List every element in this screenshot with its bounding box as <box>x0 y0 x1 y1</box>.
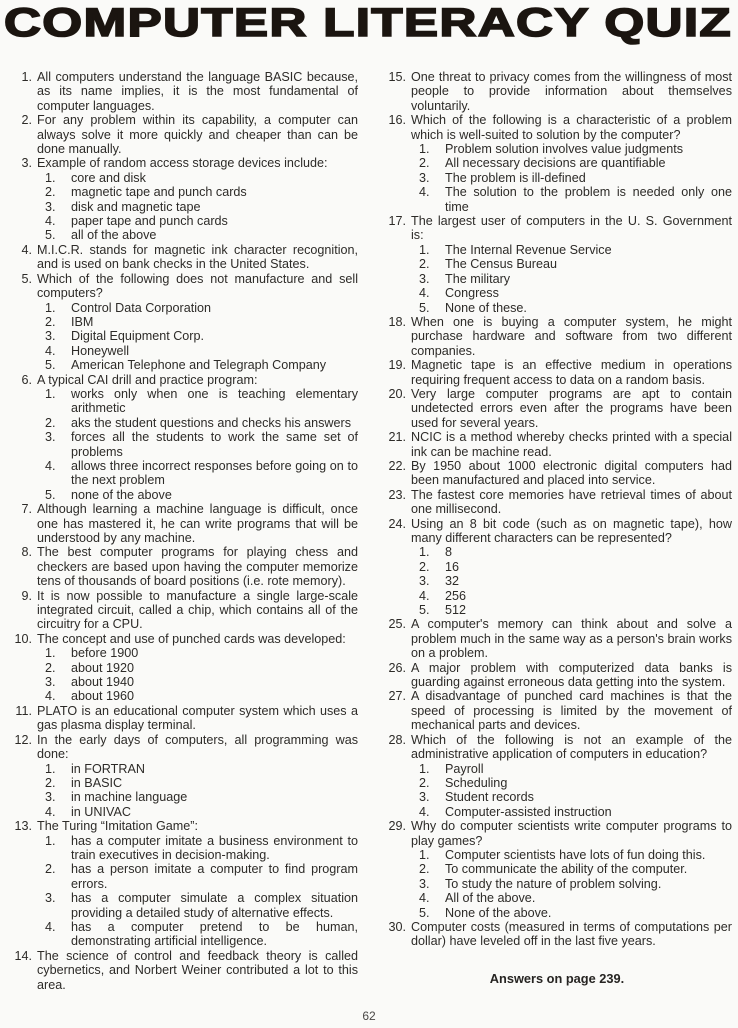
question-body <box>37 502 358 545</box>
option-number: 4. <box>45 804 56 819</box>
question-number: 6. <box>21 372 32 387</box>
option-text: about 1940 <box>71 675 135 690</box>
option-text: Honeywell <box>71 343 130 358</box>
option-text: 512 <box>445 603 467 618</box>
page-title <box>0 2 738 48</box>
answer-option <box>37 228 358 242</box>
answer-option <box>37 214 358 228</box>
question-text: The concept and use of punched cards was developed: <box>37 631 346 646</box>
question-number: 18. <box>388 314 406 329</box>
question-text: The science of control and feedback theory is called cybernetics, and Norbert Weiner contributed a lot to this area. <box>37 948 358 992</box>
option-text: To study the nature of problem solving. <box>445 876 662 891</box>
question-item <box>382 358 732 387</box>
question-number: 24. <box>388 516 406 531</box>
question-body <box>411 517 732 618</box>
option-number: 3. <box>419 574 430 589</box>
option-text: in machine language <box>71 790 188 805</box>
answer-option <box>411 243 732 257</box>
question-body <box>37 704 358 733</box>
question-text: For any problem within its capability, a computer can always solve it more quickly and cheaper than can be done manually. <box>37 113 358 157</box>
question-body <box>411 387 732 430</box>
question-number: 19. <box>388 358 406 373</box>
option-text: allows three incorrect responses before going on to the next problem <box>71 458 358 488</box>
question-text: In the early days of computers, all programming was done: <box>37 732 358 762</box>
question-item <box>382 733 732 819</box>
option-text: has a person imitate a computer to find program errors. <box>71 862 358 891</box>
option-text: paper tape and punch cards <box>71 214 228 229</box>
option-text: forces all the students to work the same set of problems <box>71 430 358 459</box>
option-number: 3. <box>419 271 430 286</box>
question-number: 16. <box>388 113 406 128</box>
answer-option <box>411 891 732 905</box>
option-number: 1. <box>419 761 430 776</box>
option-number: 2. <box>419 862 430 877</box>
answer-option <box>411 286 732 300</box>
option-text: Computer scientists have lots of fun doing this. <box>445 847 706 862</box>
option-number: 3. <box>419 170 430 185</box>
question-text: NCIC is a method whereby checks printed with a special ink can be machine read. <box>411 430 732 459</box>
question-body <box>411 430 732 459</box>
question-number: 25. <box>388 617 406 632</box>
question-text: Which of the following is not an example of the administrative application of computers in education? <box>411 732 732 762</box>
option-number: 2. <box>45 660 56 675</box>
question-item <box>382 70 732 113</box>
question-body <box>411 214 732 315</box>
option-number: 2. <box>419 775 430 790</box>
option-text: 32 <box>445 574 460 589</box>
question-text: The largest user of computers in the U. S. Government is: <box>411 214 732 243</box>
question-body <box>37 819 358 949</box>
option-text: aks the student questions and checks his answers <box>71 415 352 430</box>
question-item <box>8 589 358 632</box>
option-text: None of these. <box>445 300 527 315</box>
question-item <box>8 243 358 272</box>
answer-option <box>37 834 358 863</box>
option-text: Control Data Corporation <box>71 300 212 315</box>
question-item <box>382 113 732 214</box>
question-number: 29. <box>388 819 406 834</box>
option-text: Digital Equipment Corp. <box>71 329 204 344</box>
question-text: Which of the following does not manufacture and sell computers? <box>37 271 358 301</box>
option-number: 1. <box>45 761 56 776</box>
option-number: 5. <box>419 300 430 315</box>
quiz-column-left <box>8 70 358 992</box>
option-number: 4. <box>419 185 430 200</box>
answer-option <box>37 430 358 459</box>
question-number: 11. <box>15 703 32 718</box>
question-item <box>382 617 732 660</box>
page-number: 62 <box>362 1009 376 1023</box>
option-number: 2. <box>45 314 56 329</box>
question-item <box>382 214 732 315</box>
question-body <box>37 733 358 819</box>
answer-option <box>411 805 732 819</box>
answer-option <box>37 790 358 804</box>
option-text: magnetic tape and punch cards <box>71 185 247 200</box>
answer-option <box>37 344 358 358</box>
answer-option <box>37 661 358 675</box>
option-number: 2. <box>45 862 56 877</box>
option-number: 4. <box>45 214 56 229</box>
answer-option <box>411 589 732 603</box>
question-body <box>411 689 732 732</box>
question-text: A disadvantage of punched card machines is that the speed of processing is limited by the movement of mechanical parts and devices. <box>411 689 732 733</box>
question-text: Very large computer programs are apt to contain undetected errors even after the programs have been used for several years. <box>411 386 732 430</box>
option-text: The problem is ill-defined <box>445 170 586 185</box>
question-text: One threat to privacy comes from the willingness of most people to provide information about themselves voluntarily. <box>411 70 732 113</box>
option-number: 1. <box>419 242 430 257</box>
answer-option <box>37 301 358 315</box>
option-number: 5. <box>419 905 430 920</box>
option-number: 4. <box>419 286 430 301</box>
answer-option <box>37 315 358 329</box>
option-text: all of the above <box>71 228 157 243</box>
question-text: Why do computer scientists write computer programs to play games? <box>411 819 732 848</box>
option-number: 4. <box>45 343 56 358</box>
option-number: 5. <box>45 228 56 243</box>
question-number: 2. <box>21 113 32 128</box>
question-text: The Turing “Imitation Game”: <box>37 819 198 834</box>
answer-option <box>411 862 732 876</box>
option-number: 1. <box>45 646 56 661</box>
option-text: 256 <box>445 588 467 603</box>
option-text: about 1960 <box>71 689 135 704</box>
option-number: 2. <box>45 415 56 430</box>
question-body <box>37 373 358 503</box>
option-text: disk and magnetic tape <box>71 199 201 214</box>
question-item <box>8 704 358 733</box>
option-text: To communicate the ability of the computer. <box>445 862 688 877</box>
question-number: 28. <box>388 732 406 747</box>
question-body <box>37 113 358 156</box>
answer-option <box>37 200 358 214</box>
option-number: 2. <box>419 257 430 272</box>
option-text: about 1920 <box>71 660 135 675</box>
option-number: 1. <box>419 847 430 862</box>
answer-option <box>37 171 358 185</box>
answer-option <box>411 848 732 862</box>
option-text: The Census Bureau <box>445 257 558 272</box>
question-item <box>382 920 732 949</box>
option-text: has a computer simulate a complex situation providing a detailed study of alternative effects. <box>71 891 358 920</box>
page-title-text: COMPUTER LITERACY QUIZ <box>4 2 732 45</box>
option-text: The solution to the problem is needed only one time <box>445 185 732 214</box>
option-text: Scheduling <box>445 775 508 790</box>
quiz-columns <box>0 50 738 992</box>
option-number: 2. <box>45 775 56 790</box>
option-text: in BASIC <box>71 775 123 790</box>
question-body <box>411 358 732 387</box>
question-item <box>8 949 358 992</box>
question-number: 15. <box>388 70 406 84</box>
option-text: Problem solution involves value judgments <box>445 142 684 157</box>
option-text: 8 <box>445 545 453 560</box>
answer-option <box>411 574 732 588</box>
question-text: When one is buying a computer system, he might purchase hardware and software from two different companies. <box>411 314 732 358</box>
answer-option <box>411 272 732 286</box>
question-number: 8. <box>21 545 32 560</box>
question-number: 17. <box>388 214 406 229</box>
option-text: All of the above. <box>445 891 536 906</box>
answer-option <box>37 675 358 689</box>
option-text: in UNIVAC <box>71 804 131 819</box>
question-item <box>382 315 732 358</box>
question-item <box>382 488 732 517</box>
answer-option <box>411 776 732 790</box>
question-body <box>411 733 732 819</box>
question-number: 1. <box>21 70 32 84</box>
answer-option <box>411 545 732 559</box>
question-body <box>411 113 732 214</box>
option-text: Student records <box>445 790 534 805</box>
question-text: The fastest core memories have retrieval times of about one millisecond. <box>411 487 732 517</box>
question-text: Magnetic tape is an effective medium in operations requiring frequent access to data on a random basis. <box>411 358 732 387</box>
option-text: has a computer imitate a business environment to train executives in decision-making. <box>71 833 358 862</box>
question-item <box>8 502 358 545</box>
question-body <box>37 272 358 373</box>
question-text: Using an 8 bit code (such as on magnetic tape), how many different characters can be represented? <box>411 516 732 545</box>
answer-option <box>37 416 358 430</box>
option-number: 1. <box>419 545 430 560</box>
option-text: Computer-assisted instruction <box>445 804 612 819</box>
question-text: Computer costs (measured in terms of computations per dollar) have leveled off in the last five years. <box>411 919 732 949</box>
question-item <box>8 70 358 113</box>
answer-option <box>411 156 732 170</box>
answers-note: Answers on page 239. <box>489 970 625 986</box>
option-number: 3. <box>45 329 56 344</box>
question-text: M.I.C.R. stands for magnetic ink character recognition, and is used on bank checks in the United States. <box>37 242 358 272</box>
question-number: 27. <box>388 689 406 704</box>
answer-option <box>37 920 358 949</box>
answer-option <box>37 459 358 488</box>
answer-option <box>37 358 358 372</box>
question-item <box>382 387 732 430</box>
answer-option <box>37 762 358 776</box>
question-body <box>37 589 358 632</box>
answer-option <box>37 646 358 660</box>
option-text: The military <box>445 271 511 286</box>
option-text: none of the above <box>71 487 172 502</box>
question-body <box>37 632 358 704</box>
question-body <box>37 545 358 588</box>
question-number: 22. <box>388 458 406 473</box>
answer-option <box>411 301 732 315</box>
question-number: 20. <box>388 386 406 401</box>
question-text: All computers understand the language BASIC because, as its name implies, it is the most fundamental of computer languages. <box>37 70 358 113</box>
question-text: The best computer programs for playing chess and checkers are based upon having the computer memorize tens of thousands of board positions (i.e. rote memory). <box>37 545 358 589</box>
option-text: before 1900 <box>71 646 139 661</box>
question-text: A major problem with computerized data banks is guarding against erroneous data getting into the system. <box>411 660 732 690</box>
answer-option <box>37 329 358 343</box>
answer-option <box>411 142 732 156</box>
option-number: 4. <box>419 804 430 819</box>
option-number: 4. <box>45 919 56 934</box>
quiz-column-right <box>382 70 732 992</box>
answer-option <box>411 171 732 185</box>
answer-option <box>37 488 358 502</box>
option-number: 2. <box>45 185 56 200</box>
question-item <box>8 819 358 949</box>
option-number: 1. <box>45 833 56 848</box>
option-text: in FORTRAN <box>71 761 145 776</box>
option-number: 1. <box>45 386 56 401</box>
question-text: A computer's memory can think about and solve a problem much in the same way as a person's brain works on a problem. <box>411 617 732 661</box>
question-number: 13. <box>14 819 32 834</box>
question-text: A typical CAI drill and practice program: <box>37 372 258 387</box>
question-item <box>382 459 732 488</box>
option-number: 3. <box>45 891 56 906</box>
question-item <box>8 156 358 242</box>
question-number: 12. <box>14 732 32 747</box>
question-text: It is now possible to manufacture a single large-scale integrated circuit, called a chip, which contains all of the circuitry for a CPU. <box>37 588 358 632</box>
question-number: 23. <box>388 487 406 502</box>
option-number: 2. <box>419 559 430 574</box>
option-text: Payroll <box>445 761 484 776</box>
question-item <box>8 545 358 588</box>
option-number: 5. <box>419 603 430 618</box>
option-number: 1. <box>45 300 56 315</box>
option-text: Congress <box>445 286 499 301</box>
question-body <box>411 315 732 358</box>
answer-option <box>37 185 358 199</box>
question-item <box>8 632 358 704</box>
question-item <box>8 373 358 503</box>
question-text: Although learning a machine language is difficult, once one has mastered it, he can write programs that will be understood by any machine. <box>37 502 358 545</box>
option-number: 3. <box>419 876 430 891</box>
answer-option <box>37 387 358 416</box>
question-body <box>37 70 358 113</box>
question-number: 9. <box>21 588 32 603</box>
option-number: 3. <box>419 790 430 805</box>
option-number: 2. <box>419 156 430 171</box>
answer-option <box>37 891 358 920</box>
question-item <box>8 733 358 819</box>
question-text: By 1950 about 1000 electronic digital computers had been manufactured and placed into service. <box>411 458 732 488</box>
question-item <box>382 517 732 618</box>
question-number: 10. <box>14 631 32 646</box>
question-item <box>8 272 358 373</box>
question-body <box>411 617 732 660</box>
question-number: 30. <box>388 919 406 934</box>
question-number: 4. <box>21 242 32 257</box>
answer-option <box>411 185 732 214</box>
question-item <box>382 689 732 732</box>
question-item <box>382 661 732 690</box>
answer-option <box>37 776 358 790</box>
option-text: All necessary decisions are quantifiable <box>445 156 666 171</box>
question-body <box>37 949 358 992</box>
question-body <box>411 459 732 488</box>
question-number: 7. <box>21 502 32 517</box>
option-text: works only when one is teaching elementary arithmetic <box>71 386 358 416</box>
question-body <box>411 661 732 690</box>
question-body <box>411 488 732 517</box>
question-number: 5. <box>21 271 32 286</box>
question-text: Which of the following is a characteristic of a problem which is well-suited to solution by the computer? <box>411 113 732 142</box>
question-text: PLATO is an educational computer system which uses a gas plasma display terminal. <box>37 703 358 733</box>
answer-option <box>411 560 732 574</box>
question-body <box>411 819 732 920</box>
question-number: 26. <box>388 660 406 675</box>
option-text: American Telephone and Telegraph Company <box>71 358 327 373</box>
answer-option <box>411 603 732 617</box>
answer-option <box>411 906 732 920</box>
option-number: 1. <box>45 170 56 185</box>
question-number: 3. <box>21 156 32 171</box>
question-item <box>8 113 358 156</box>
question-number: 14. <box>14 948 32 963</box>
option-number: 5. <box>45 358 56 373</box>
question-body <box>37 156 358 242</box>
question-item <box>382 819 732 920</box>
option-number: 1. <box>419 142 430 157</box>
option-number: 4. <box>45 689 56 704</box>
option-number: 4. <box>45 458 56 473</box>
option-number: 4. <box>419 891 430 906</box>
question-body <box>37 243 358 272</box>
option-number: 3. <box>45 430 56 445</box>
option-text: core and disk <box>71 170 146 185</box>
question-number: 21. <box>388 430 406 445</box>
option-text: The Internal Revenue Service <box>445 242 612 257</box>
page-title-bar <box>0 0 738 50</box>
option-text: 16 <box>445 559 460 574</box>
answer-option <box>411 257 732 271</box>
answer-option <box>411 790 732 804</box>
option-number: 5. <box>45 487 56 502</box>
question-text: Example of random access storage devices include: <box>37 156 328 171</box>
option-number: 4. <box>419 588 430 603</box>
option-text: IBM <box>71 314 94 329</box>
answer-option <box>37 862 358 891</box>
question-body <box>411 70 732 113</box>
answer-option <box>411 762 732 776</box>
option-text: None of the above. <box>445 905 552 920</box>
answer-option <box>37 805 358 819</box>
answer-option <box>411 877 732 891</box>
option-number: 3. <box>45 199 56 214</box>
option-number: 3. <box>45 675 56 690</box>
question-body <box>411 920 732 949</box>
question-item <box>382 430 732 459</box>
option-text: has a computer pretend to be human, demonstrating artificial intelligence. <box>71 919 358 949</box>
option-number: 3. <box>45 790 56 805</box>
answer-option <box>37 689 358 703</box>
